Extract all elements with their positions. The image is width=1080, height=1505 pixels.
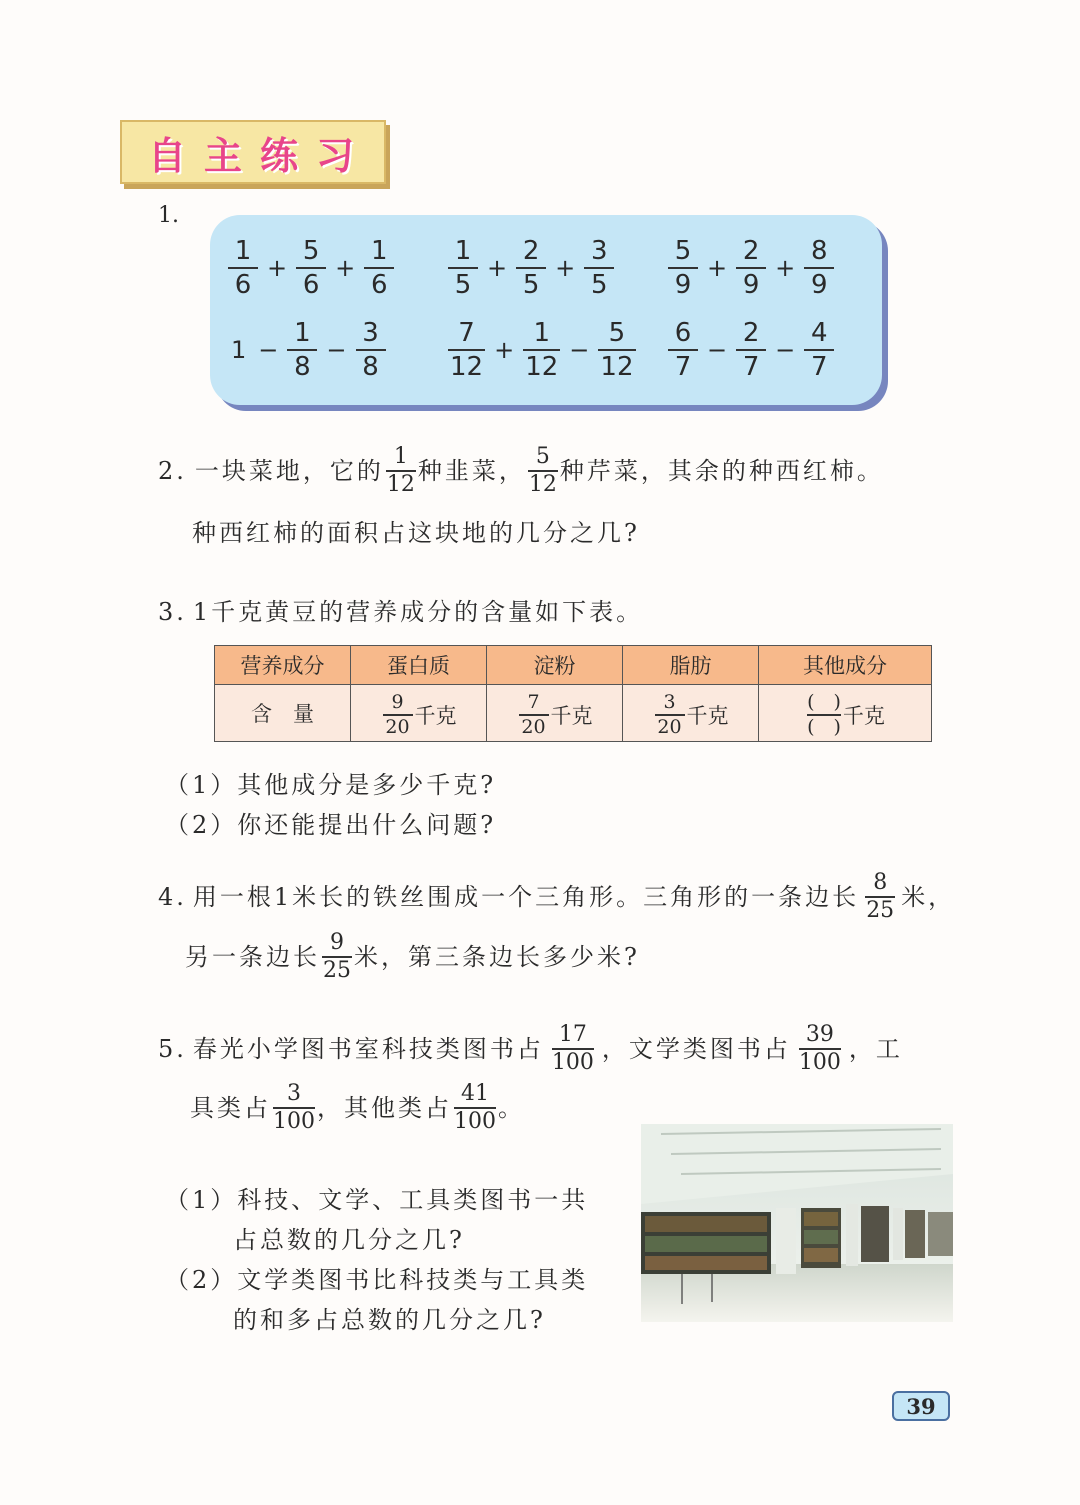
question-1-number: 1.	[158, 203, 179, 228]
fraction: $\frac{1}{6}$	[364, 238, 394, 298]
question-5-text-e: ，其他类占	[317, 1093, 452, 1122]
fraction: 5 12	[528, 444, 557, 497]
question-4-number: 4.	[158, 882, 187, 911]
operator: +	[487, 253, 508, 282]
question-4-text-b: 米，	[901, 882, 956, 911]
fraction: 1 12	[386, 444, 415, 497]
question-2-number: 2.	[158, 456, 187, 485]
fraction: $\frac{1}{6}$	[228, 238, 258, 298]
fraction: $\frac{2}{9}$	[736, 238, 766, 298]
question-3-text: 1千克黄豆的营养成分的含量如下表。	[192, 598, 644, 626]
question-5-line-2	[190, 1083, 525, 1133]
operator: −	[707, 335, 728, 364]
fraction: 9 25	[323, 930, 351, 983]
calculation-expression	[665, 320, 837, 380]
calculation-expression	[445, 238, 617, 298]
question-4-line-2	[185, 932, 640, 982]
operator: −	[775, 335, 796, 364]
question-3-number: 3.	[158, 598, 187, 626]
question-5-text-c: ，工	[848, 1034, 903, 1063]
fraction: $\frac{1}{5}$	[448, 238, 478, 298]
page-number: 39	[892, 1391, 950, 1421]
calculation-expression	[225, 320, 389, 380]
operator: +	[775, 253, 796, 282]
section-title-banner	[120, 120, 386, 184]
question-4-line-1	[158, 872, 955, 922]
question-5-sub-1b: 占总数的几分之几?	[233, 1226, 465, 1254]
question-2-text-c: 种芹菜，其余的种西红柿。	[559, 456, 884, 485]
question-4-text-d: 米，第三条边长多少米?	[354, 942, 640, 971]
whole-number: 1	[231, 335, 247, 364]
fraction: $\frac{6}{7}$	[668, 320, 698, 380]
table-cell: ( ) ( ) 千克	[759, 685, 932, 742]
fraction: 17 100	[551, 1022, 594, 1075]
fraction: $\frac{5}{9}$	[668, 238, 698, 298]
question-2-text-b: 种韭菜，	[417, 456, 526, 485]
question-5-sub-2a: （2）文学类图书比科技类与工具类	[165, 1266, 589, 1294]
question-5-text-a: 春光小学图书室科技类图书占	[192, 1034, 544, 1063]
table-row-label: 含 量	[215, 685, 351, 742]
table-cell: 7 20 千克	[487, 685, 623, 742]
table-cell: 9 20 千克	[351, 685, 487, 742]
question-3-line	[158, 600, 643, 624]
table-header-cell: 其他成分	[759, 646, 932, 685]
operator: +	[555, 253, 576, 282]
question-4-text-c: 另一条边长	[185, 942, 320, 971]
operator: +	[707, 253, 728, 282]
fraction: $\frac{3}{5}$	[584, 238, 614, 298]
fraction: $\frac{1}{8}$	[287, 320, 317, 380]
question-2-text-a: 一块菜地，它的	[194, 456, 384, 485]
operator: +	[335, 253, 356, 282]
fraction: $\frac{2}{5}$	[516, 238, 546, 298]
question-2-line-1	[158, 446, 884, 496]
calculation-expression	[445, 320, 639, 380]
fraction: 8 25	[866, 870, 895, 923]
nutrition-table	[214, 645, 932, 742]
fraction: 39 100	[798, 1022, 841, 1075]
question-5-sub-2b: 的和多占总数的几分之几?	[233, 1306, 546, 1334]
table-header-cell: 营养成分	[215, 646, 351, 685]
table-cell: 3 20 千克	[623, 685, 759, 742]
question-5-number: 5.	[158, 1034, 187, 1063]
table-row	[215, 685, 932, 742]
operator: −	[569, 335, 590, 364]
fraction: $\frac{5}{6}$	[296, 238, 326, 298]
calculation-expression	[225, 238, 397, 298]
table-header-cell: 脂肪	[623, 646, 759, 685]
fraction: 41 100	[454, 1081, 496, 1134]
question-5-text-f: 。	[498, 1093, 525, 1122]
fraction: $\frac{3}{8}$	[356, 320, 386, 380]
fraction: $\frac{7}{12}$	[450, 318, 484, 382]
question-3-sub-2: （2）你还能提出什么问题?	[165, 811, 497, 839]
fraction: $\frac{2}{7}$	[736, 320, 766, 380]
section-title: 自主练习	[147, 133, 372, 178]
operator: +	[267, 253, 288, 282]
question-3-sub-1: （1）其他成分是多少千克?	[165, 771, 497, 799]
question-2-line-2: 种西红柿的面积占这块地的几分之几?	[192, 519, 640, 547]
operator: +	[494, 335, 515, 364]
table-header-cell: 蛋白质	[351, 646, 487, 685]
fraction: $\frac{1}{12}$	[525, 318, 559, 382]
fraction: $\frac{4}{7}$	[804, 320, 834, 380]
calculation-expression	[665, 238, 837, 298]
table-header-row	[215, 646, 932, 685]
table-header-cell: 淀粉	[487, 646, 623, 685]
library-photo	[641, 1124, 953, 1322]
fraction: 3 100	[273, 1081, 315, 1134]
operator: −	[326, 335, 347, 364]
fraction: $\frac{5}{12}$	[600, 318, 634, 382]
question-5-line-1	[158, 1024, 903, 1074]
fraction: $\frac{8}{9}$	[804, 238, 834, 298]
question-5-text-d: 具类占	[190, 1093, 271, 1122]
operator: −	[258, 335, 279, 364]
question-4-text-a: 用一根1米长的铁丝围成一个三角形。三角形的一条边长	[192, 882, 860, 911]
question-5-text-b: ，文学类图书占	[601, 1034, 791, 1063]
question-5-sub-1a: （1）科技、文学、工具类图书一共	[165, 1186, 589, 1214]
